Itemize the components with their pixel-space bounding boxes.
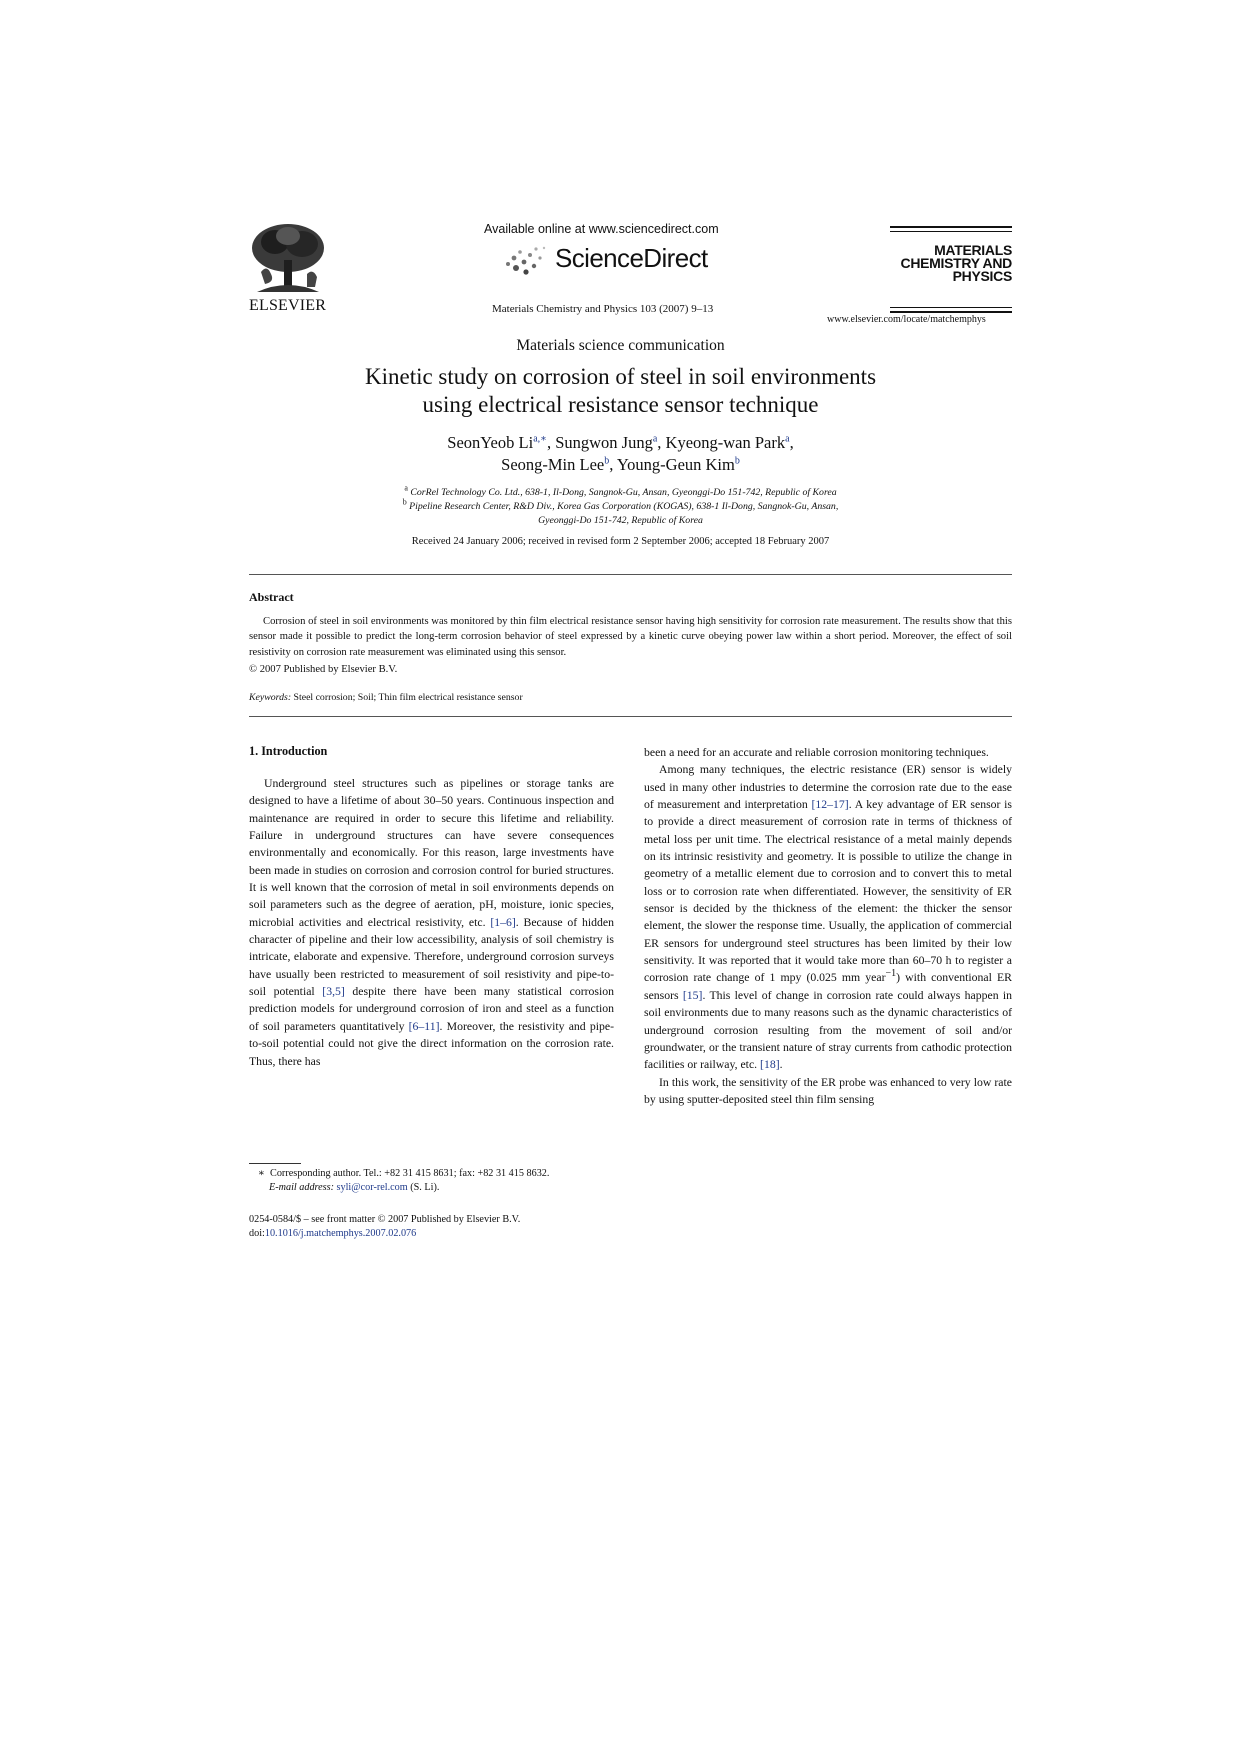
author-affiliation-mark[interactable]: b [604, 455, 610, 467]
citation-link[interactable]: [6–11] [408, 1019, 440, 1033]
available-online-text: Available online at www.sciencedirect.com [484, 222, 719, 236]
email-link[interactable]: syli@cor-rel.com [336, 1182, 408, 1193]
author-name: Sungwon Jung [555, 433, 653, 452]
right-column-paragraph: In this work, the sensitivity of the ER probe was enhanced to very low rate by using sputter-deposited steel thin film sensing [644, 1075, 1012, 1106]
footnote-rule [249, 1163, 301, 1164]
affiliation-b [355, 497, 886, 514]
received-dates: Received 24 January 2006; received in revised form 2 September 2006; accepted 18 February 2007 [411, 536, 830, 547]
author-separator: , [546, 433, 556, 452]
citation-link[interactable]: [15] [682, 988, 703, 1002]
affiliation-text: Pipeline Research Center, R&D Div., Korea Gas Corporation (KOGAS), 638-1 Il-Dong, Sangnok-Gu, Ansan, [409, 501, 839, 512]
issn-line: 0254-0584/$ – see front matter © 2007 Published by Elsevier B.V. [249, 1214, 521, 1225]
citation-link[interactable]: [3,5] [322, 985, 345, 999]
paragraph-text: . Because of hidden character of pipeline and their low accessibility, analysis of soil chemistry is intricate, elaborate and expensive. Therefore, underground corrosion surveys have usually been restricted to measurement of soil resistivity and pipe-to-soil potential [249, 915, 614, 999]
issn-block [249, 1213, 520, 1241]
affiliation-b-continued: Gyeonggi-Do 151-742, Republic of Korea [538, 515, 703, 526]
affiliation-mark: b [402, 497, 407, 507]
abstract-copyright: © 2007 Published by Elsevier B.V. [249, 664, 398, 675]
journal-logo-line: PHYSICS [952, 268, 1012, 284]
paragraph-text: ) with conventional ER sensors [644, 971, 1012, 1002]
author-separator: , [789, 433, 794, 452]
right-column-paragraph [644, 761, 1012, 1073]
divider [249, 716, 1012, 717]
paragraph-text: . A key advantage of ER sensor is to provide a direct measurement of corrosion rate in terms of thickness of metal loss per unit time. The electrical resistance of a metal mainly depends on its intrinsic resistivity and geometry. It is possible to utilize the change in geometry of a metallic element due to corrosion and to convert this to metal loss or to corrosion rate when differentiated. However, the sensitivity of ER sensor is decided by the thickness of the element: the thicker the sensor element, the slower the response time. Usually, the application of commercial ER sensors for underground steel structures has been limited by their low sensitivity. It was reported that it would take more than 60–70 h to register a corrosion rate change of 1 mpy (0.025 mm year [644, 798, 1012, 985]
footnote-text: Corresponding author. Tel.: +82 31 415 8631; fax: +82 31 415 8632. [270, 1168, 550, 1179]
journal-url-link[interactable]: www.elsevier.com/locate/matchemphys [827, 314, 986, 325]
keywords-label: Keywords: [249, 692, 292, 703]
citation-link[interactable]: [1–6] [490, 915, 516, 929]
section-type: Materials science communication [516, 337, 725, 354]
author-separator: , [609, 455, 617, 474]
journal-citation: Materials Chemistry and Physics 103 (2007) 9–13 [492, 303, 714, 315]
citation-link[interactable]: [12–17] [811, 798, 849, 812]
right-column [644, 744, 1012, 1108]
paragraph-text: . [779, 1058, 783, 1072]
author-name: Seong-Min Lee [501, 455, 605, 474]
author-name: Kyeong-wan Park [665, 433, 786, 452]
email-suffix: (S. Li). [410, 1182, 440, 1193]
keywords [249, 692, 523, 703]
author-name: SeonYeob Li [447, 433, 534, 452]
email-label: E-mail address: [269, 1182, 334, 1193]
author-affiliation-mark[interactable]: b [734, 455, 740, 467]
affiliation-a [355, 483, 886, 500]
publisher-name: ELSEVIER [249, 297, 327, 314]
author-list [300, 432, 941, 476]
footnote-line [258, 1167, 618, 1181]
footnote-line [258, 1181, 618, 1195]
author-separator: , [657, 433, 666, 452]
author-affiliation-mark[interactable]: a [652, 433, 658, 445]
author-affiliation-mark[interactable]: a [785, 433, 790, 445]
sciencedirect-wordmark: ScienceDirect [555, 243, 708, 273]
journal-logo-rule [890, 307, 1012, 308]
paragraph-text: despite there have been many statistical corrosion prediction models for underground corrosion of iron and steel as a function of soil parameters quantitatively [249, 985, 614, 1033]
paragraph-text: Underground steel structures such as pipelines or storage tanks are designed to have a lifetime of about 30–50 years. Continuous inspection and maintenance are required in order to secure this lifetime and reliability. Failure in underground structures can have severe consequences environmentally and economically. For this reason, large investments have been made in studies on corrosion and corrosion control for buried structures. It is well known that the corrosion of metal in soil environments depends on soil parameters such as the degree of aeration, pH, moisture, ionic species, microbial activities and electrical resistivity, etc. [249, 777, 614, 929]
keywords-list: Steel corrosion; Soil; Thin film electrical resistance sensor [293, 692, 523, 703]
sciencedirect-dots-icon [500, 244, 550, 276]
paper-title [300, 363, 941, 419]
sciencedirect-logo [500, 240, 710, 280]
affiliations [355, 483, 886, 528]
left-column-paragraph [249, 775, 614, 1070]
journal-logo-line: MATERIALS [934, 242, 1012, 258]
journal-logo-line: CHEMISTRY AND [900, 255, 1012, 271]
doi-link[interactable]: 10.1016/j.matchemphys.2007.02.076 [264, 1228, 417, 1239]
paragraph-text: . Moreover, the resistivity and pipe-to-soil potential could not give the direct information on the corrosion rate. Thus, there has [249, 1019, 614, 1068]
author-line [300, 454, 941, 476]
divider [249, 574, 1012, 575]
journal-logo-rule [890, 226, 1012, 228]
abstract-heading: Abstract [249, 590, 294, 604]
author-affiliation-mark[interactable]: a,∗ [533, 433, 547, 445]
author-line [300, 432, 941, 454]
section-heading-introduction: 1. Introduction [249, 744, 328, 758]
paragraph-continued: been a need for an accurate and reliable corrosion monitoring techniques. [644, 746, 989, 759]
corresponding-author-footnote [258, 1167, 618, 1195]
author-name: Young-Geun Kim [616, 455, 735, 474]
abstract-text: Corrosion of steel in soil environments was monitored by thin film electrical resistance sensor having high sensitivity for corrosion rate measurement. The results show that this sensor made it possible to predict the long-term corrosion behavior of steel expressed by a kinetic curve obeying power law within a short period. Moreover, the effect of soil resistivity on corrosion rate measurement was eliminated using this sensor. [249, 616, 1012, 658]
journal-logo [882, 244, 1012, 283]
superscript: −1 [885, 968, 897, 980]
citation-link[interactable]: [18] [760, 1058, 780, 1072]
journal-logo-rule [890, 231, 1012, 232]
affiliation-mark: a [404, 483, 408, 493]
paragraph-text: Among many techniques, the electric resistance (ER) sensor is widely used in many other industries to determine the corrosion rate due to the ease of measurement and interpretation [644, 763, 1012, 812]
paper-title-line: using electrical resistance sensor technique [422, 392, 819, 417]
doi-label: doi: [249, 1228, 265, 1239]
paper-title-line: Kinetic study on corrosion of steel in soil environments [364, 364, 877, 389]
journal-logo-rule [890, 311, 1012, 313]
affiliation-text: CorRel Technology Co. Ltd., 638-1, Il-Dong, Sangnok-Gu, Ansan, Gyeonggi-Do 151-742, Republic of Korea [410, 487, 837, 498]
paragraph-text: . This level of change in corrosion rate could always happen in soil environments due to many reasons such as the dynamic characteristics of underground corrosion resulting from the movement of soil and/or groundwater, or the transient nature of stray currents from cathodic protection facilities or railway, etc. [644, 988, 1012, 1072]
footnote-mark: ∗ [258, 1168, 265, 1179]
doi-line [249, 1227, 520, 1241]
